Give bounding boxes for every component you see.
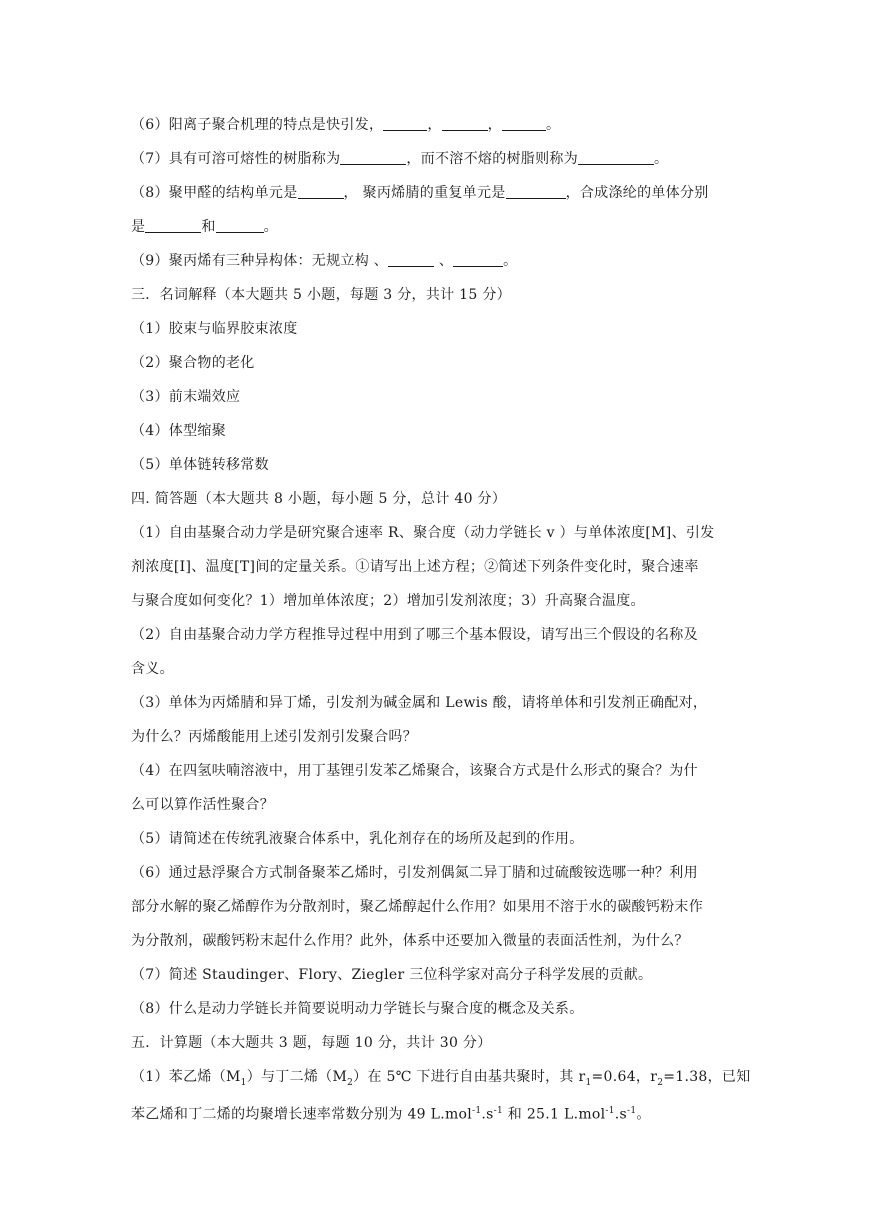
short-answer-line: 么可以算作活性聚合？ (131, 797, 274, 813)
answer-blank (442, 116, 488, 131)
question-7: （7）具有可溶可熔性的树脂称为 ，而不溶不熔的树脂则称为 。 (131, 151, 669, 167)
answer-blank (502, 116, 546, 131)
term-item: （4）体型缩聚 (131, 423, 227, 439)
term-item: （1）胶束与临界胶束浓度 (131, 321, 298, 337)
question-6: （6）阳离子聚合机理的特点是快引发， ， ， 。 (131, 117, 561, 133)
answer-blank (453, 252, 503, 267)
short-answer-line: 剂浓度[I]、温度[T]间的定量关系。①请写出上述方程；②简述下列条件变化时，聚合速率 (131, 559, 699, 575)
short-answer-line: 含义。 (131, 661, 174, 677)
short-answer-line: （7）简述 Staudinger、Flory、Ziegler 三位科学家对高分子科学发展的贡献。 (131, 967, 653, 983)
short-answer-line: 与聚合度如何变化？1）增加单体浓度；2）增加引发剂浓度；3）升高聚合温度。 (131, 593, 645, 609)
section-5-title: 五．计算题（本大题共 3 题，每题 10 分，共计 30 分） (131, 1035, 492, 1051)
question-8-cont: 是 和 。 (131, 219, 278, 235)
document-page (131, 108, 751, 1128)
answer-blank (506, 184, 566, 199)
short-answer-line: （8）什么是动力学链长并简要说明动力学链长与聚合度的概念及关系。 (131, 1001, 584, 1017)
answer-blank (383, 116, 427, 131)
answer-blank (578, 150, 654, 165)
section-4-title: 四. 简答题（本大题共 8 小题，每小题 5 分，总计 40 分） (131, 491, 507, 507)
answer-blank (145, 218, 201, 233)
short-answer-line: 部分水解的聚乙烯醇作为分散剂时，聚乙烯醇起什么作用？如果用不溶于水的碳酸钙粉末作 (131, 899, 703, 915)
term-item: （3）前末端效应 (131, 389, 241, 405)
short-answer-line: （2）自由基聚合动力学方程推导过程中用到了哪三个基本假设，请写出三个假设的名称及 (131, 627, 698, 643)
answer-blank (388, 252, 434, 267)
section-3-title: 三．名词解释（本大题共 5 小题，每题 3 分，共计 15 分） (131, 287, 511, 303)
short-answer-line: （3）单体为丙烯腈和异丁烯，引发剂为碱金属和 Lewis 酸，请将单体和引发剂正确配对， (131, 695, 708, 711)
short-answer-line: （5）请简述在传统乳液聚合体系中，乳化剂存在的场所及起到的作用。 (131, 831, 584, 847)
answer-blank (298, 184, 344, 199)
short-answer-line: （4）在四氢呋喃溶液中，用丁基锂引发苯乙烯聚合，该聚合方式是什么形式的聚合？为什 (131, 763, 698, 779)
short-answer-line: 为什么？丙烯酸能用上述引发剂引发聚合吗？ (131, 729, 417, 745)
term-item: （2）聚合物的老化 (131, 355, 255, 371)
answer-blank (340, 150, 406, 165)
question-9: （9）聚丙烯有三种异构体：无规立构 、 、 。 (131, 253, 518, 269)
short-answer-line: 为分散剂，碳酸钙粉末起什么作用？此外，体系中还要加入微量的表面活性剂，为什么？ (131, 933, 689, 949)
calc-question-1-cont: 苯乙烯和丁二烯的均聚增长速率常数分别为 49 $L.mol^{-1}.s^{-1}$ 和 25.1 $L.mol^{-1}.s^{-1}$。 (131, 1106, 651, 1123)
short-answer-line: （6）通过悬浮聚合方式制备聚苯乙烯时，引发剂偶氮二异丁腈和过硫酸铵选哪一种？利用 (131, 865, 698, 881)
short-answer-line: （1）自由基聚合动力学是研究聚合速率 R、聚合度（动力学链长 v ）与单体浓度[M]、引发 (131, 525, 715, 541)
term-item: （5）单体链转移常数 (131, 457, 269, 473)
question-8: （8）聚甲醛的结构单元是 ， 聚丙烯腈的重复单元是 ，合成涤纶的单体分别 (131, 185, 709, 201)
answer-blank (216, 218, 264, 233)
calc-question-1: （1）苯乙烯$(M_1)$与丁二烯$(M_2)$在 5℃ 下进行自由基共聚时，其 $r_1=0.64$，$r_2=1.38$，已知 (131, 1069, 751, 1088)
